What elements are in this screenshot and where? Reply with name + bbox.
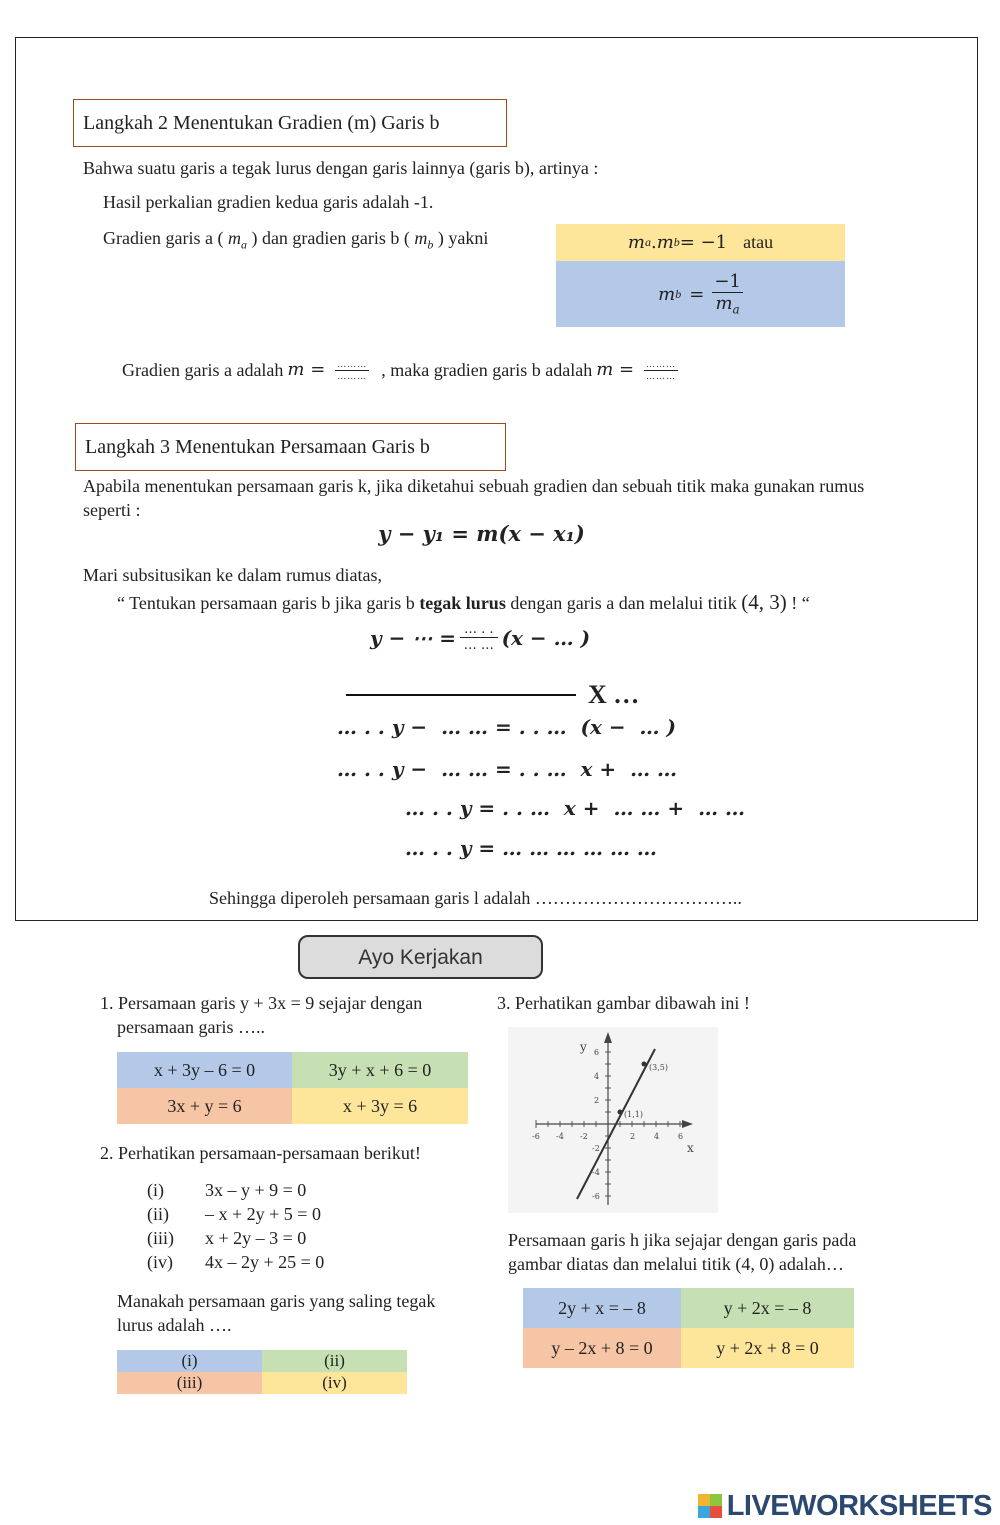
ratio-lhs-sub: b: [675, 286, 682, 301]
q2-item: [147, 1178, 347, 1202]
q1-option-a[interactable]: x + 3y – 6 = 0: [117, 1052, 292, 1088]
gradient-b-den: ………: [646, 370, 677, 381]
y-tick-label: -6: [592, 1192, 600, 1201]
liveworksheets-logo-icon: [698, 1494, 722, 1518]
gradient-b-num: ………: [646, 358, 677, 369]
y-tick-label: 4: [594, 1072, 600, 1081]
y-tick-label: 6: [594, 1048, 600, 1057]
line2-mid: ) dan gradien garis b (: [246, 228, 415, 248]
ma-sub: a: [240, 237, 247, 252]
q2-item-eq: – x + 2y + 5 = 0: [205, 1204, 321, 1224]
question-post: dengan garis a dan melalui titik: [505, 593, 742, 613]
q3-options: [523, 1288, 854, 1368]
q1-option-d[interactable]: x + 3y = 6: [292, 1088, 468, 1124]
line2-suffix: ) yakni: [433, 228, 489, 248]
q3-ask-line1: Persamaan garis h jika sejajar dengan garis pada: [508, 1230, 857, 1250]
q2-options: [117, 1350, 407, 1394]
ratio-fraction: [712, 271, 743, 317]
step2-line2: [103, 226, 488, 257]
equation-3[interactable]: … . . y − … … = . . … x + … …: [337, 757, 678, 781]
y-axis-arrow: [604, 1032, 612, 1043]
eq1-lhs: y − ⋯ =: [370, 625, 457, 650]
q3-text: 3. Perhatikan gambar dibawah ini !: [497, 993, 750, 1013]
step3-title: Langkah 3 Menentukan Persamaan Garis b: [75, 423, 506, 471]
formula-top-eq: = −1: [679, 232, 728, 253]
gradient-a-num: ………: [337, 358, 368, 369]
y-tick-label: -4: [592, 1168, 600, 1177]
formula-top-sub-b: b: [673, 235, 680, 249]
line-graph-figure: [508, 1027, 718, 1213]
x-axis-arrow: [682, 1120, 693, 1128]
q2-item: [147, 1226, 347, 1250]
q3-option-d[interactable]: y + 2x + 8 = 0: [681, 1328, 854, 1368]
ratio-num: −1: [714, 271, 741, 293]
q2-ask-line2: lurus adalah ….: [117, 1315, 232, 1335]
ratio-eq: =: [689, 283, 705, 305]
subst-text: Mari subsitusikan ke dalam rumus diatas,: [83, 565, 382, 585]
ratio-den: m: [715, 293, 733, 315]
question-text: [117, 590, 810, 615]
equation-1: [370, 622, 590, 653]
q2-list: [147, 1178, 347, 1274]
q1-option-c[interactable]: 3x + y = 6: [117, 1088, 292, 1124]
equation-2[interactable]: … . . y − … … = . . … (x − … ): [337, 715, 676, 739]
q2-item-eq: 3x – y + 9 = 0: [205, 1180, 307, 1200]
mb-sub: b: [427, 237, 434, 252]
q2-text: 2. Perhatikan persamaan-persamaan berikut!: [100, 1143, 421, 1163]
q2-option-d[interactable]: (iv): [262, 1372, 407, 1394]
x-tick-label: 2: [630, 1132, 636, 1141]
x-tick-label: 4: [654, 1132, 660, 1141]
question-end: ! “: [786, 593, 810, 613]
multiply-x: X …: [588, 680, 640, 709]
q2-item-num: (iv): [147, 1252, 173, 1272]
q2-item-eq: 4x – 2y + 25 = 0: [205, 1252, 325, 1272]
step3-intro: Apabila menentukan persamaan garis k, jika diketahui sebuah gradien dan sebuah titik maka gunakan rumus seperti :: [83, 476, 865, 520]
eq1-fraction[interactable]: [460, 622, 498, 653]
q2-item: [147, 1202, 347, 1226]
q1-option-b[interactable]: 3y + x + 6 = 0: [292, 1052, 468, 1088]
question-point: (4, 3): [741, 590, 787, 614]
fill-prefix: Gradien garis a adalah: [122, 360, 284, 380]
formula-product-box: [556, 224, 845, 261]
x-tick-label: -6: [532, 1132, 540, 1141]
eq1-rhs: (x − … ): [501, 625, 591, 650]
q2-item: [147, 1250, 347, 1274]
line-graph: [508, 1027, 718, 1213]
q2-item-num: (i): [147, 1180, 164, 1200]
equation-4[interactable]: … . . y = . . … x + … … + … …: [405, 796, 746, 820]
x-tick-label: -2: [580, 1132, 588, 1141]
fill-mid: , maka gradien garis b adalah: [381, 360, 593, 380]
ratio-den-sub: a: [732, 302, 740, 317]
formula-top-dot: .: [650, 232, 657, 253]
step2-intro: Bahwa suatu garis a tegak lurus dengan garis lainnya (garis b), artinya :: [83, 158, 599, 178]
point-label-1: (1,1): [624, 1110, 643, 1119]
point-slope-formula: y − y₁ = m(x − x₁): [378, 521, 585, 546]
eq1-den: … …: [463, 638, 494, 653]
x-label: x: [687, 1141, 694, 1155]
y-tick-label: -2: [592, 1144, 600, 1153]
line2-prefix: Gradien garis a (: [103, 228, 228, 248]
ma-symbol: m: [227, 228, 241, 248]
ratio-lhs: m: [658, 283, 676, 305]
q2-option-c[interactable]: (iii): [117, 1372, 262, 1394]
q3-ask-line2: gambar diatas dan melalui titik (4, 0) adalah…: [508, 1254, 844, 1274]
y-label: y: [580, 1040, 587, 1054]
formula-atau: atau: [743, 232, 774, 252]
q1-text-line2: persamaan garis …..: [117, 1017, 265, 1037]
point-3-5: [642, 1062, 647, 1067]
formula-top-sub-a: a: [644, 235, 651, 249]
q2-option-b[interactable]: (ii): [262, 1350, 407, 1372]
mb-symbol: m: [414, 228, 428, 248]
x-tick-label: 6: [678, 1132, 684, 1141]
x-tick-label: -4: [556, 1132, 564, 1141]
q3-option-a[interactable]: 2y + x = – 8: [523, 1288, 681, 1328]
question-bold: tegak lurus: [419, 593, 506, 613]
q1-text-line1: 1. Persamaan garis y + 3x = 9 sejajar dengan: [100, 993, 423, 1013]
q3-option-b[interactable]: y + 2x = – 8: [681, 1288, 854, 1328]
q2-ask-line1: Manakah persamaan garis yang saling tegak: [117, 1291, 436, 1311]
liveworksheets-logo[interactable]: LIVEWORKSHEETS: [726, 1490, 992, 1522]
gradient-fill-line: [122, 358, 678, 382]
question-pre: “ Tentukan persamaan garis b jika garis b: [117, 593, 420, 613]
gradient-b-fraction[interactable]: [644, 359, 678, 382]
q2-item-num: (iii): [147, 1228, 174, 1248]
q2-item-eq: x + 2y – 3 = 0: [205, 1228, 307, 1248]
q2-item-num: (ii): [147, 1204, 169, 1224]
fill-m1: m =: [287, 359, 326, 380]
formula-ratio-box: [556, 261, 845, 327]
point-1-1: [618, 1110, 623, 1115]
formula-top-m1: m: [627, 232, 645, 253]
y-tick-label: 2: [594, 1096, 600, 1105]
point-label-2: (3,5): [649, 1063, 668, 1072]
q1-options: [117, 1052, 468, 1124]
q3-option-c[interactable]: y – 2x + 8 = 0: [523, 1328, 681, 1368]
gradient-a-fraction[interactable]: [335, 359, 369, 382]
step2-line1: Hasil perkalian gradien kedua garis adalah -1.: [103, 192, 434, 212]
formula-top-m2: m: [656, 232, 674, 253]
gradient-a-den: ………: [337, 370, 368, 381]
step2-title: Langkah 2 Menentukan Gradien (m) Garis b: [73, 99, 507, 147]
multiply-line: [346, 694, 576, 696]
equation-5[interactable]: … . . y = … … … … … …: [405, 836, 657, 860]
conclusion-text[interactable]: Sehingga diperoleh persamaan garis l adalah ……………………………..: [209, 888, 742, 908]
fill-m2: m =: [596, 359, 635, 380]
q2-option-a[interactable]: (i): [117, 1350, 262, 1372]
eq1-num: … . .: [460, 622, 498, 638]
ayo-kerjakan-banner: Ayo Kerjakan: [298, 935, 543, 979]
